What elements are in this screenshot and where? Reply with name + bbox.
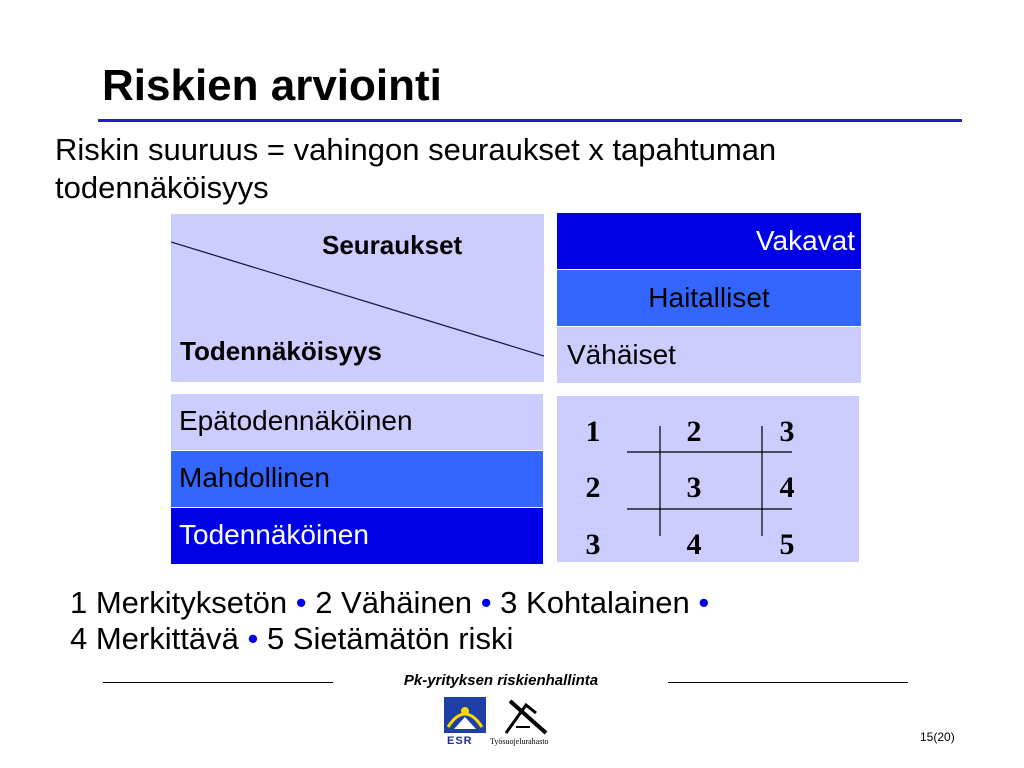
consequences-heading: Seuraukset <box>322 230 463 260</box>
risk-cell: 3 <box>686 471 702 504</box>
risk-legend <box>70 585 970 657</box>
legend-bullet: • <box>480 585 492 620</box>
risk-cell: 2 <box>686 415 702 448</box>
risk-cell: 4 <box>686 528 702 561</box>
legend-item-2: 2 Vähäinen <box>315 585 473 620</box>
risk-cell: 5 <box>779 528 795 561</box>
footer-title: Pk-yrityksen riskienhallinta <box>403 672 599 689</box>
consequence-minor <box>557 327 861 383</box>
tyosuojelurahasto-logo-text: Työsuojelurahasto <box>490 737 549 746</box>
consequence-harmful <box>557 270 861 326</box>
likelihood-likely-label: Todennäköinen <box>179 519 369 550</box>
risk-cell: 1 <box>585 415 601 448</box>
consequence-harmful-label: Haitalliset <box>648 282 770 313</box>
consequence-severe <box>557 213 861 269</box>
legend-line-1 <box>70 585 970 621</box>
legend-bullet: • <box>295 585 307 620</box>
slide-title: Riskien arviointi <box>102 61 442 110</box>
formula-line-1: Riskin suuruus = vahingon seuraukset x tapahtuman <box>55 132 777 167</box>
legend-item-1: 1 Merkityksetön <box>70 585 288 620</box>
likelihood-unlikely-label: Epätodennäköinen <box>179 405 413 436</box>
consequence-severe-label: Vakavat <box>755 225 855 256</box>
risk-cell: 2 <box>585 471 601 504</box>
legend-line-2 <box>70 621 970 657</box>
likelihood-heading: Todennäköisyys <box>180 336 382 366</box>
likelihood-possible-label: Mahdollinen <box>179 462 330 493</box>
likelihood-possible <box>171 451 543 507</box>
risk-formula <box>55 131 995 207</box>
esr-logo-icon <box>444 697 486 733</box>
esr-logo-text: ESR <box>447 735 473 747</box>
risk-cell: 4 <box>779 471 795 504</box>
risk-cell: 3 <box>585 528 601 561</box>
footer-rule-left <box>103 682 333 683</box>
likelihood-likely <box>171 508 543 564</box>
risk-cell: 3 <box>779 415 795 448</box>
legend-item-5: 5 Sietämätön riski <box>266 621 514 656</box>
consequence-minor-label: Vähäiset <box>567 339 676 370</box>
legend-bullet: • <box>698 585 710 620</box>
tyosuojelurahasto-logo-icon <box>496 697 550 737</box>
legend-item-4: 4 Merkittävä <box>70 621 239 656</box>
legend-bullet: • <box>247 621 259 656</box>
formula-line-2: todennäköisyys <box>55 170 269 205</box>
likelihood-unlikely <box>171 394 543 450</box>
footer-rule-right <box>668 682 908 683</box>
title-underline <box>98 119 962 122</box>
page-number: 15(20) <box>920 730 955 744</box>
legend-item-3: 3 Kohtalainen <box>500 585 690 620</box>
